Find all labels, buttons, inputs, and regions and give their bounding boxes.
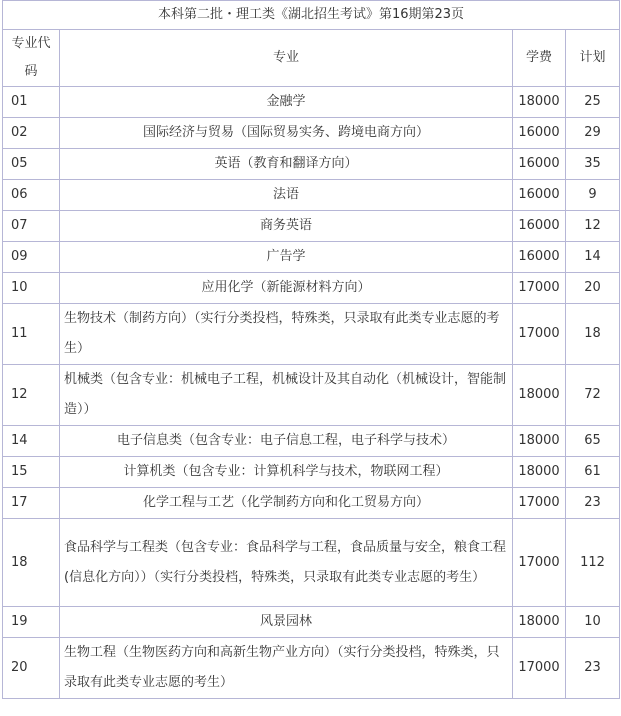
enrollment-table <box>2 0 620 699</box>
major-code-cell: 11 <box>3 304 60 365</box>
tuition-cell: 17000 <box>513 488 566 519</box>
table-row <box>3 180 620 211</box>
table-row <box>3 87 620 118</box>
tuition-cell: 17000 <box>513 638 566 699</box>
header-fee: 学费 <box>513 30 566 87</box>
table-row <box>3 457 620 488</box>
tuition-cell: 16000 <box>513 118 566 149</box>
table-row <box>3 638 620 699</box>
plan-count-cell: 112 <box>566 519 620 607</box>
major-name-cell: 广告学 <box>60 242 513 273</box>
header-major: 专业 <box>60 30 513 87</box>
table-row <box>3 304 620 365</box>
table-row <box>3 242 620 273</box>
tuition-cell: 16000 <box>513 149 566 180</box>
tuition-cell: 17000 <box>513 519 566 607</box>
table-row <box>3 519 620 607</box>
plan-count-cell: 72 <box>566 365 620 426</box>
table-header-row <box>3 30 620 87</box>
plan-count-cell: 12 <box>566 211 620 242</box>
tuition-cell: 16000 <box>513 211 566 242</box>
major-code-cell: 06 <box>3 180 60 211</box>
header-plan: 计划 <box>566 30 620 87</box>
table-row <box>3 273 620 304</box>
plan-count-cell: 20 <box>566 273 620 304</box>
major-code-cell: 20 <box>3 638 60 699</box>
major-name-cell: 英语（教育和翻译方向） <box>60 149 513 180</box>
major-code-cell: 19 <box>3 607 60 638</box>
plan-count-cell: 18 <box>566 304 620 365</box>
table-row <box>3 118 620 149</box>
major-name-cell: 食品科学与工程类（包含专业：食品科学与工程，食品质量与安全，粮食工程(信息化方向））（实行分类投档，特殊类，只录取有此类专业志愿的考生） <box>60 519 513 607</box>
tuition-cell: 18000 <box>513 607 566 638</box>
major-name-cell: 机械类（包含专业：机械电子工程，机械设计及其自动化（机械设计，智能制造）） <box>60 365 513 426</box>
major-name-cell: 应用化学（新能源材料方向） <box>60 273 513 304</box>
major-code-cell: 12 <box>3 365 60 426</box>
table-row <box>3 607 620 638</box>
table-row <box>3 488 620 519</box>
tuition-cell: 16000 <box>513 180 566 211</box>
table-title-row <box>3 1 620 30</box>
plan-count-cell: 29 <box>566 118 620 149</box>
major-code-cell: 02 <box>3 118 60 149</box>
table-row <box>3 149 620 180</box>
tuition-cell: 16000 <box>513 242 566 273</box>
tuition-cell: 18000 <box>513 457 566 488</box>
major-code-cell: 09 <box>3 242 60 273</box>
major-name-cell: 电子信息类（包含专业：电子信息工程，电子科学与技术） <box>60 426 513 457</box>
major-name-cell: 生物工程（生物医药方向和高新生物产业方向）（实行分类投档，特殊类，只录取有此类专业志愿的考生） <box>60 638 513 699</box>
major-name-cell: 生物技术（制药方向）（实行分类投档，特殊类，只录取有此类专业志愿的考生） <box>60 304 513 365</box>
major-code-cell: 10 <box>3 273 60 304</box>
plan-count-cell: 23 <box>566 488 620 519</box>
plan-count-cell: 25 <box>566 87 620 118</box>
table-row <box>3 365 620 426</box>
tuition-cell: 18000 <box>513 426 566 457</box>
major-code-cell: 17 <box>3 488 60 519</box>
tuition-cell: 18000 <box>513 365 566 426</box>
tuition-cell: 18000 <box>513 87 566 118</box>
major-name-cell: 商务英语 <box>60 211 513 242</box>
plan-count-cell: 10 <box>566 607 620 638</box>
table-title: 本科第二批・理工类《湖北招生考试》第16期第23页 <box>3 1 620 30</box>
major-name-cell: 国际经济与贸易（国际贸易实务、跨境电商方向） <box>60 118 513 149</box>
plan-count-cell: 61 <box>566 457 620 488</box>
major-code-cell: 15 <box>3 457 60 488</box>
major-name-cell: 风景园林 <box>60 607 513 638</box>
major-code-cell: 07 <box>3 211 60 242</box>
major-name-cell: 化学工程与工艺（化学制药方向和化工贸易方向） <box>60 488 513 519</box>
plan-count-cell: 35 <box>566 149 620 180</box>
tuition-cell: 17000 <box>513 273 566 304</box>
plan-count-cell: 9 <box>566 180 620 211</box>
major-name-cell: 计算机类（包含专业：计算机科学与技术，物联网工程） <box>60 457 513 488</box>
major-code-cell: 18 <box>3 519 60 607</box>
table-row <box>3 211 620 242</box>
major-name-cell: 法语 <box>60 180 513 211</box>
tuition-cell: 17000 <box>513 304 566 365</box>
major-code-cell: 01 <box>3 87 60 118</box>
major-name-cell: 金融学 <box>60 87 513 118</box>
plan-count-cell: 65 <box>566 426 620 457</box>
header-code: 专业代码 <box>3 30 60 87</box>
table-row <box>3 426 620 457</box>
plan-count-cell: 23 <box>566 638 620 699</box>
major-code-cell: 14 <box>3 426 60 457</box>
plan-count-cell: 14 <box>566 242 620 273</box>
major-code-cell: 05 <box>3 149 60 180</box>
